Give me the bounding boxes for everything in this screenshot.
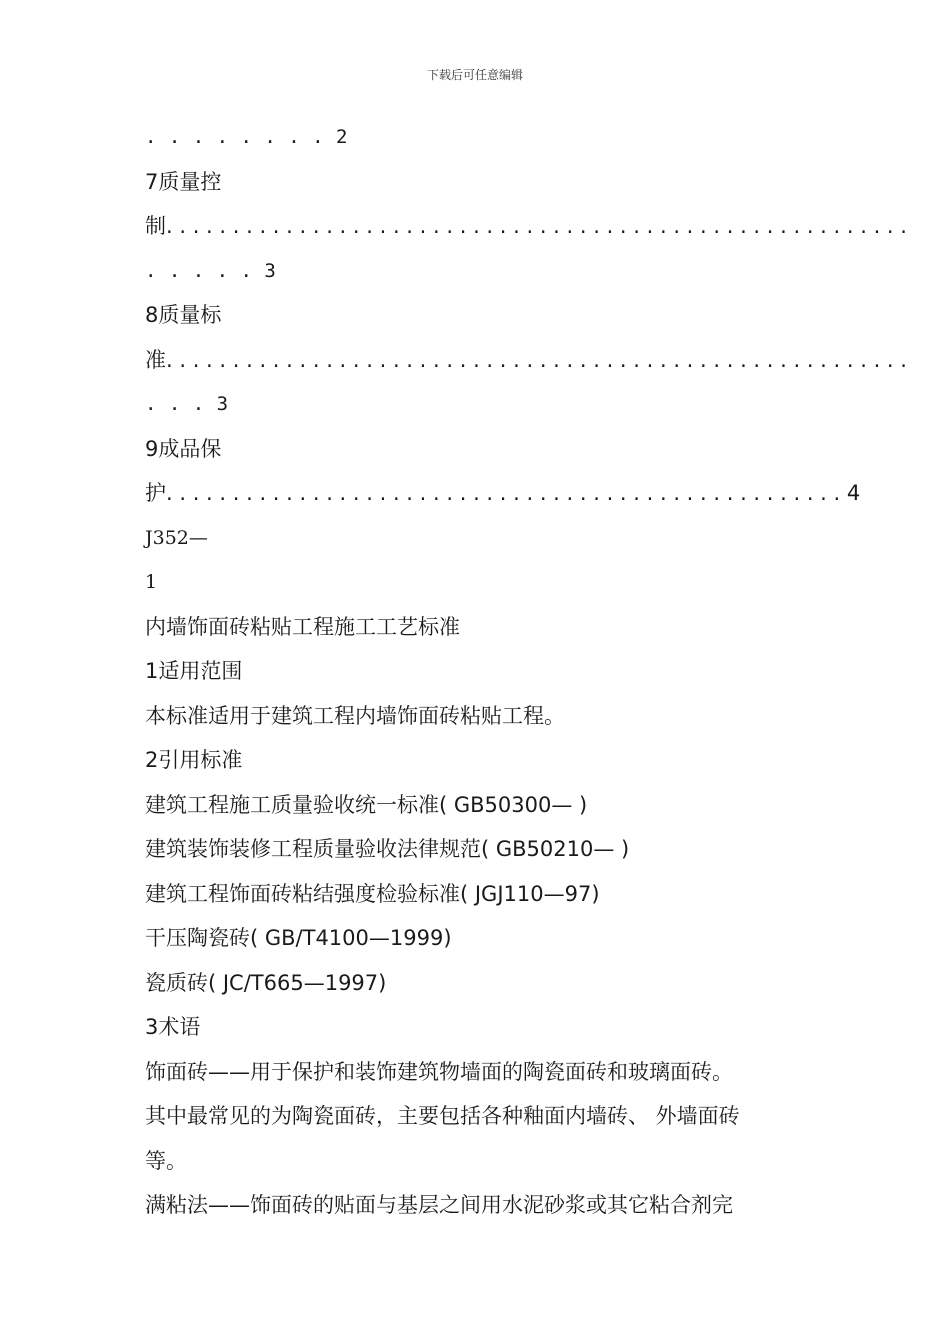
paragraph: 其中最常见的为陶瓷面砖，主要包括各种釉面内墙砖、 外墙面砖 (145, 1104, 740, 1128)
toc-entry-8: 8质量标 (145, 303, 222, 327)
toc-entry-9: 9成品保 (145, 436, 222, 461)
toc-leader-line: 制. . . . . . . . . . . . . . . . . . . . . . . . . . . . . . . . . . . . . . . . . . . . . . . . . . . . . . . . (145, 214, 907, 238)
toc-leader-line: 护. . . . . . . . . . . . . . . . . . . . . . . . . . . . . . . . . . . . . . . . . . . . . . . . . . . 4 (145, 481, 861, 505)
paragraph: 饰面砖——用于保护和装饰建筑物墙面的陶瓷面砖和玻璃面砖。 (145, 1059, 733, 1084)
section-heading: 1适用范围 (145, 659, 243, 683)
section-heading: 2引用标准 (145, 748, 243, 772)
section-heading: 3术语 (145, 1015, 201, 1039)
paragraph: 本标准适用于建筑工程内墙饰面砖粘贴工程。 (145, 703, 565, 728)
page-header: 下载后可任意编辑 (426, 68, 523, 82)
toc-leader-line: . . . . . . . . 2 (145, 126, 348, 148)
doc-code: J352— (145, 526, 208, 549)
toc-leader-line: . . . . . 3 (145, 259, 277, 282)
toc-entry-7: 7质量控 (145, 169, 222, 194)
reference-item: 建筑工程施工质量验收统一标准( GB50300— ) (145, 792, 588, 817)
toc-leader-line: 准. . . . . . . . . . . . . . . . . . . . . . . . . . . . . . . . . . . . . . . . . . . . . . . . . . . . . . . . (145, 347, 907, 372)
reference-item: 建筑工程饰面砖粘结强度检验标准( JGJ110—97) (145, 881, 600, 906)
toc-leader-line: . . . 3 (145, 393, 229, 415)
document-body (145, 115, 907, 1228)
reference-item: 瓷质砖( JC/T665—1997) (145, 970, 387, 995)
doc-title: 内墙饰面砖粘贴工程施工工艺标准 (145, 614, 460, 639)
page-number: 1 (145, 571, 158, 593)
paragraph: 等。 (145, 1148, 187, 1173)
reference-item: 建筑装饰装修工程质量验收法律规范( GB50210— ) (145, 837, 630, 861)
paragraph: 满粘法——饰面砖的贴面与基层之间用水泥砂浆或其它粘合剂完 (145, 1193, 733, 1217)
reference-item: 干压陶瓷砖( GB/T4100—1999) (145, 926, 452, 950)
